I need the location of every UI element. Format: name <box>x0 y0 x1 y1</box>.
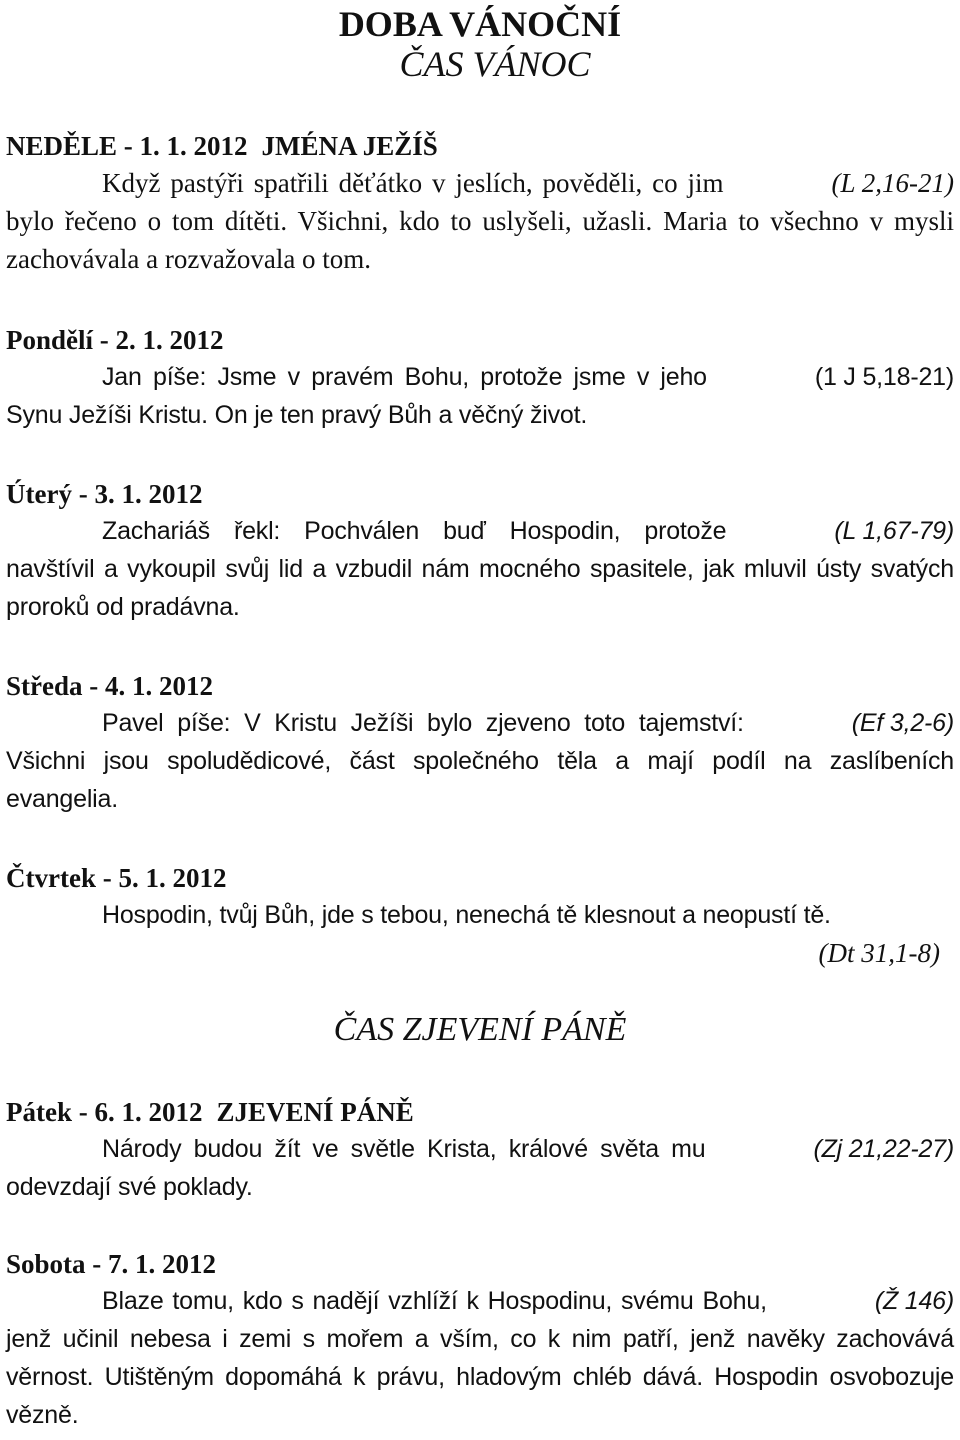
entry-heading: Čtvrtek - 5. 1. 2012 <box>6 863 227 893</box>
entry-reference: (1 J 5,18-21) <box>814 363 954 391</box>
entry-feast: ZJEVENÍ PÁNĚ <box>216 1097 414 1127</box>
entry-reference: (L 1,67-79) <box>834 517 954 545</box>
entry-text <box>6 358 954 434</box>
title-block <box>0 4 960 84</box>
entry-feast: JMÉNA JEŽÍŠ <box>261 131 438 161</box>
entry-reference: (Ž 146) <box>874 1287 954 1315</box>
entry-reference: (Ef 3,2-6) <box>851 709 954 737</box>
entry-heading <box>6 128 954 164</box>
entry-body: Jan píše: Jsme v pravém Bohu, protože jsme v jeho Synu Ježíši Kristu. On je ten pravý Bůh a věčný život. <box>6 363 707 429</box>
entry-body: Pavel píše: V Kristu Ježíši bylo zjeveno toto tajemství: Všichni jsou spoludědicové, část společného těla a mají podíl na zaslíbeních evangelia. <box>6 709 954 813</box>
entry-saturday <box>6 1246 954 1434</box>
entry-body: Zachariáš řekl: Pochválen buď Hospodin, protože navštívil a vykoupil svůj lid a vzbudil nám mocného spasitele, jak mluvil ústy svatých proroků od pradávna. <box>6 517 954 621</box>
entry-heading: Sobota - 7. 1. 2012 <box>6 1249 217 1279</box>
entry-sunday <box>6 128 954 278</box>
entry-text <box>6 1130 954 1206</box>
entry-heading <box>6 1094 954 1130</box>
entry-tuesday <box>6 476 954 626</box>
entry-text: Hospodin, tvůj Bůh, jde s tebou, nenechá tě klesnout a neopustí tě. <box>102 901 831 929</box>
entry-friday <box>6 1094 954 1206</box>
entry-reference: (L 2,16-21) <box>831 168 954 198</box>
entry-heading: Úterý - 3. 1. 2012 <box>6 479 203 509</box>
entry-text <box>6 164 954 278</box>
entry-thursday <box>6 860 954 972</box>
entry-heading: Pondělí - 2. 1. 2012 <box>6 325 224 355</box>
entry-reference: (Zj 21,22-27) <box>813 1135 954 1163</box>
entry-wednesday <box>6 668 954 818</box>
entry-date: NEDĚLE - 1. 1. 2012 <box>6 131 248 161</box>
section-title: ČAS ZJEVENÍ PÁNĚ <box>333 1011 627 1048</box>
entry-text <box>6 512 954 626</box>
entry-body: Národy budou žít ve světle Krista, králové světa mu odevzdají své poklady. <box>6 1135 706 1201</box>
entry-heading: Středa - 4. 1. 2012 <box>6 671 213 701</box>
entry-text <box>6 1282 954 1434</box>
page-title: DOBA VÁNOČNÍ <box>338 4 622 44</box>
page-subtitle: ČAS VÁNOC <box>399 44 591 84</box>
entry-text <box>6 704 954 818</box>
entry-body: Blaze tomu, kdo s nadějí vzhlíží k Hospodinu, svému Bohu, jenž učinil nebesa i zemi s mořem a vším, co k nim patří, jenž navěky zachovává věrnost. Utištěným dopomáhá k právu, hladovým chléb dává. Hospodin osvobozuje vězně. <box>6 1287 954 1429</box>
entry-reference: (Dt 31,1-8) <box>818 938 940 968</box>
entry-date: Pátek - 6. 1. 2012 <box>6 1097 203 1127</box>
entry-body: Když pastýři spatřili děťátko v jeslích, pověděli, co jim bylo řečeno o tom dítěti. Všichni, kdo to uslyšeli, užasli. Maria to všechno v mysli zachovávala a rozvažovala o tom. <box>6 168 954 274</box>
entry-monday <box>6 322 954 434</box>
